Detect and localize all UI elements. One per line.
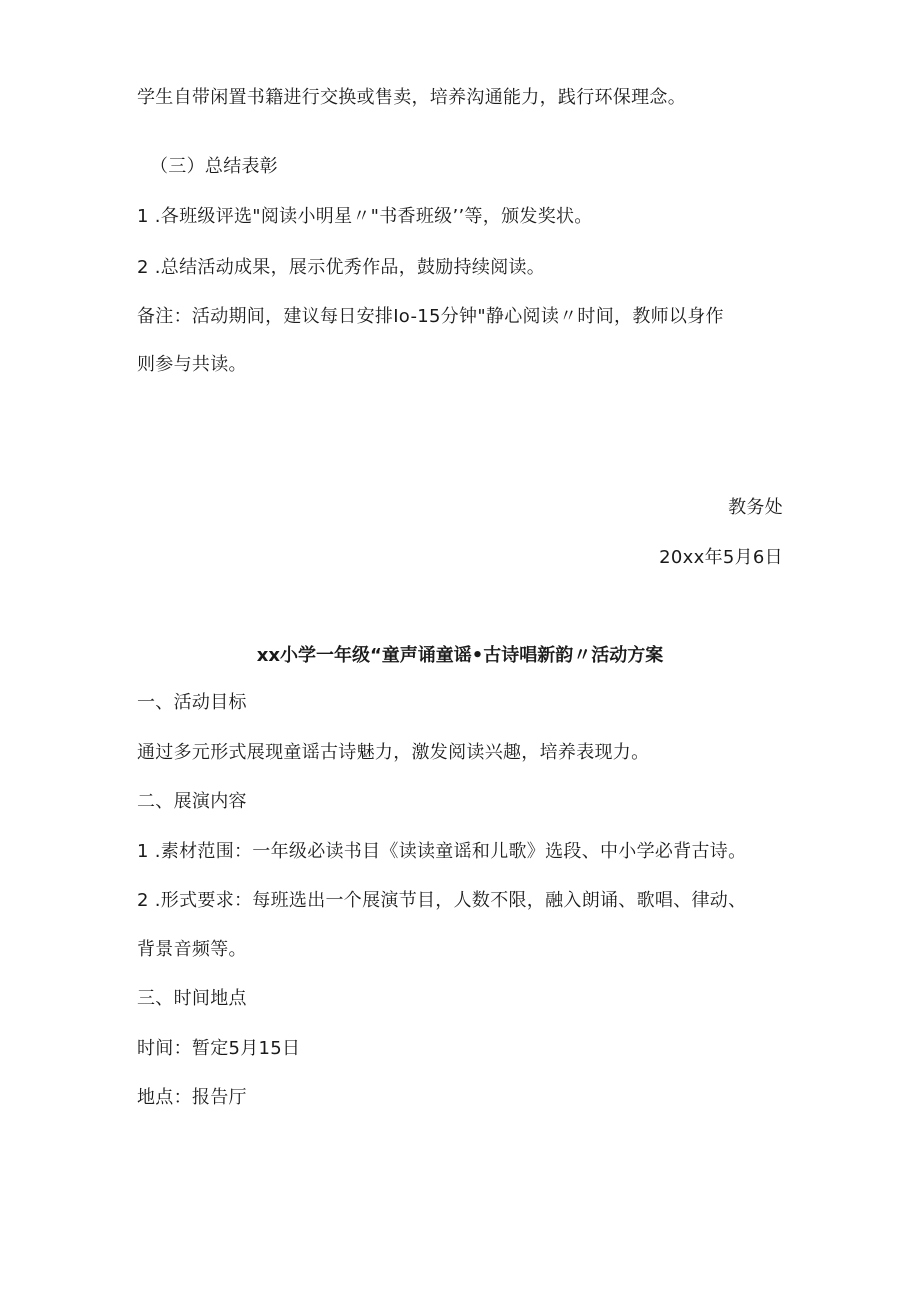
paragraph-activity-goal: 通过多元形式展现童谣古诗魅力，激发阅读兴趣，培养表现力。 xyxy=(137,742,650,763)
document-title: xx小学一年级“童声诵童谣•古诗唱新韵〃活动方案 xyxy=(256,645,664,666)
list-item-format-line-2: 背景音频等。 xyxy=(137,939,247,960)
paragraph-book-exchange: 学生自带闲置书籍进行交换或售卖，培养沟通能力，践行环保理念。 xyxy=(137,87,686,108)
list-item-material-scope: 1 .素材范围：一年级必读书目《读读童谣和儿歌》选段、中小学必背古诗。 xyxy=(137,841,747,862)
heading-summary-awards: （三）总结表彰 xyxy=(150,156,279,177)
note-paragraph-line-1: 备注：活动期间，建议每日安排Io-15分钟"静心阅读〃时间，教师以身作 xyxy=(137,306,724,327)
event-time: 时间：暂定5月15日 xyxy=(137,1038,301,1059)
event-place: 地点：报告厅 xyxy=(137,1087,247,1108)
list-item-format-line-1: 2 .形式要求：每班选出一个展演节目，人数不限，融入朗诵、歌唱、律动、 xyxy=(137,890,747,911)
heading-time-place: 三、时间地点 xyxy=(137,988,247,1009)
heading-performance-content: 二、展演内容 xyxy=(137,791,247,812)
signer: 教务处 xyxy=(728,497,783,518)
heading-activity-goal: 一、活动目标 xyxy=(137,692,247,713)
note-paragraph-line-2: 则参与共读。 xyxy=(137,354,247,375)
signature-date: 20xx年5月6日 xyxy=(659,547,783,568)
list-item-awards: 1 .各班级评选"阅读小明星〃"书香班级’’等，颁发奖状。 xyxy=(137,206,593,227)
list-item-results: 2 .总结活动成果，展示优秀作品，鼓励持续阅读。 xyxy=(137,257,546,278)
